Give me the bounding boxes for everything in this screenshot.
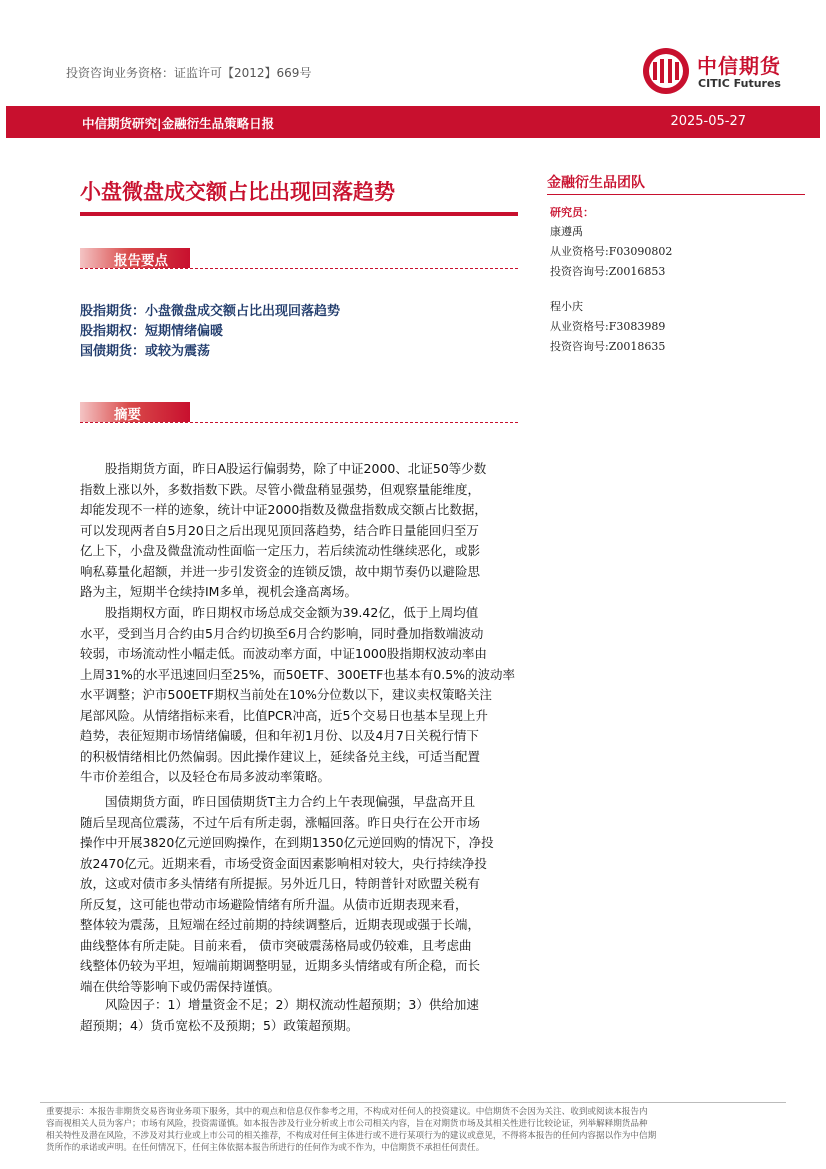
key-point-item <box>80 320 223 339</box>
analyst-role-label: 研究员： <box>550 206 594 219</box>
key-points-heading <box>80 246 518 268</box>
summary-label: 摘要 <box>114 407 141 423</box>
key-point-value: 或较为震荡 <box>145 344 211 359</box>
team-title: 金融衍生品团队 <box>547 175 645 191</box>
text-line: 水平调整；沪市500ETF期权当前处在10%分位数以下，建议卖权策略关注 <box>80 687 492 702</box>
citic-futures-logo <box>641 46 801 96</box>
text-line: 可以发现两者自5月20日之后出现见顶回落趋势，结合昨日量能回归至万 <box>80 522 479 538</box>
key-point-item <box>80 340 210 359</box>
text-line: 股指期权方面，昨日期权市场总成交金额为39.42亿，低于上周均值 <box>105 605 479 620</box>
text-line: 风险因子：1）增量资金不足；2）期权流动性超预期；3）供给加速 <box>105 997 479 1012</box>
text-line: 所反复，这可能也带动市场避险情绪有所升温。从债市近期表现来看， <box>80 896 468 912</box>
summary-heading <box>80 400 518 422</box>
analyst-consult-no: 投资咨询号:Z0018635 <box>550 340 666 353</box>
logo-en-text: CITIC Futures <box>698 77 781 90</box>
text-line: 操作中开展3820亿元逆回购操作，在到期1350亿元逆回购的情况下，净投 <box>80 835 494 850</box>
text-line: 整体较为震荡，且短端在经过前期的持续调整后，近期表现或强于长端， <box>80 917 481 932</box>
key-point-value: 短期情绪偏暖 <box>145 324 224 339</box>
heading-divider <box>80 422 518 423</box>
text-line: 放，这或对债市多头情绪有所提振。另外近几日，特朗普针对欧盟关税有 <box>80 876 481 891</box>
paragraph-risk-factors <box>80 995 522 1036</box>
disclaimer <box>46 1106 786 1154</box>
disclaimer-line: 相关特性及潜在风险，不涉及对其行业或上市公司的相关推荐，不构成对任何主体进行或不进行某项行为的建议或意见，不得将本报告的任何内容据以作为中信期 <box>46 1131 657 1141</box>
text-line: 牛市价差组合，以及轻仓布局多波动率策略。 <box>80 769 331 784</box>
logo-cn-text: 中信期货 <box>697 54 781 78</box>
text-line: 路为主，短期半仓续持IM多单，视机会逢高离场。 <box>80 584 357 599</box>
text-line: 指数上涨以外，多数指数下跌。尽管小微盘稍显强势，但观察量能维度， <box>80 481 481 497</box>
paragraph-treasury-futures <box>80 792 522 997</box>
text-line: 较弱，市场流动性小幅走低。而波动率方面，中证1000股指期权波动率由 <box>80 646 487 661</box>
text-line: 端在供给等影响下或仍需保持谨慎。 <box>80 978 281 994</box>
disclaimer-line: 重要提示：本报告非期货交易咨询业务项下服务，其中的观点和信息仅作参考之用，不构成对任何人的投资建议。中信期货不会因为关注、收到或阅读本报告内 <box>46 1107 648 1117</box>
disclaimer-line: 容而视相关人员为客户；市场有风险，投资需谨慎。如本报告涉及行业分析或上市公司相关内容，旨在对期货市场及其相关性进行比较论证，列举解释期货品种 <box>46 1119 648 1129</box>
key-point-item <box>80 300 340 319</box>
text-line: 响私募量化超额，并进一步引发资金的连锁反馈，故中期节奏仍以避险思 <box>80 563 481 579</box>
key-points-label: 报告要点 <box>114 253 168 269</box>
text-line: 随后呈现高位震荡，不过午后有所走弱，涨幅回落。昨日央行在公开市场 <box>80 814 481 830</box>
team-divider <box>547 194 805 195</box>
title-divider <box>80 212 518 216</box>
text-line: 尾部风险。从情绪指标来看，比值PCR冲高，近5个交易日也基本呈现上升 <box>80 707 488 723</box>
heading-divider <box>80 268 518 269</box>
text-line: 线整体仍较为平坦，短端前期调整明显，近期多头情绪或有所企稳，而长 <box>80 958 481 973</box>
key-point-label: 股指期权： <box>80 324 146 339</box>
text-line: 放2470亿元。近期来看，市场受资金面因素影响相对较大，央行持续净投 <box>80 855 487 871</box>
disclaimer-line: 货所作的承诺或声明。在任何情况下，任何主体依据本报告所进行的任何作为或不作为，中信期货不承担任何责任。 <box>46 1143 485 1153</box>
text-line: 的积极情绪相比仍然偏弱。因此操作建议上，延续备兑主线，可适当配置 <box>80 748 481 764</box>
text-line: 亿上下，小盘及微盘流动性面临一定压力，若后续流动性继续恶化，或影 <box>80 543 481 558</box>
analyst-qualification-no: 从业资格号:F3083989 <box>550 320 666 333</box>
text-line: 超预期；4）货币宽松不及预期；5）政策超预期。 <box>80 1017 359 1033</box>
analyst-name: 程小庆 <box>550 300 583 313</box>
analyst-consult-no: 投资咨询号:Z0016853 <box>550 265 666 278</box>
paragraph-index-futures <box>80 459 522 603</box>
citic-logo-icon <box>641 46 691 96</box>
key-point-value: 小盘微盘成交额占比出现回落趋势 <box>145 304 341 319</box>
report-banner <box>6 106 820 138</box>
text-line: 股指期货方面，昨日A股运行偏弱势，除了中证2000、北证50等少数 <box>105 461 487 476</box>
text-line: 趋势，表征短期市场情绪偏暖，但和年初1月份、以及4月7日关税行情下 <box>80 728 479 743</box>
text-line: 上周31%的水平迅速回归至25%，而50ETF、300ETF也基本有0.5%的波动率 <box>80 666 516 682</box>
analyst-name: 康遵禹 <box>550 225 583 238</box>
qualification-text: 投资咨询业务资格：证监许可【2012】669号 <box>66 66 312 80</box>
key-point-label: 股指期货： <box>80 304 146 319</box>
text-line: 水平，受到当月合约由5月合约切换至6月合约影响，同时叠加指数端波动 <box>80 625 484 641</box>
text-line: 却能发现不一样的迹象，统计中证2000指数及微盘指数成交额占比数据， <box>80 502 487 517</box>
analyst-qualification-no: 从业资格号:F03090802 <box>550 245 673 258</box>
banner-title: 中信期货研究|金融衍生品策略日报 <box>82 116 275 131</box>
key-point-label: 国债期货： <box>80 344 146 359</box>
text-line: 国债期货方面，昨日国债期货T主力合约上午表现偏强，早盘高开且 <box>105 794 476 809</box>
page-title: 小盘微盘成交额占比出现回落趋势 <box>80 180 395 204</box>
paragraph-index-options <box>80 603 522 788</box>
footer-divider <box>40 1102 786 1103</box>
report-date: 2025-05-27 <box>670 114 746 129</box>
text-line: 曲线整体有所走陡。目前来看， 债市突破震荡格局或仍较难，且考虑曲 <box>80 937 472 953</box>
